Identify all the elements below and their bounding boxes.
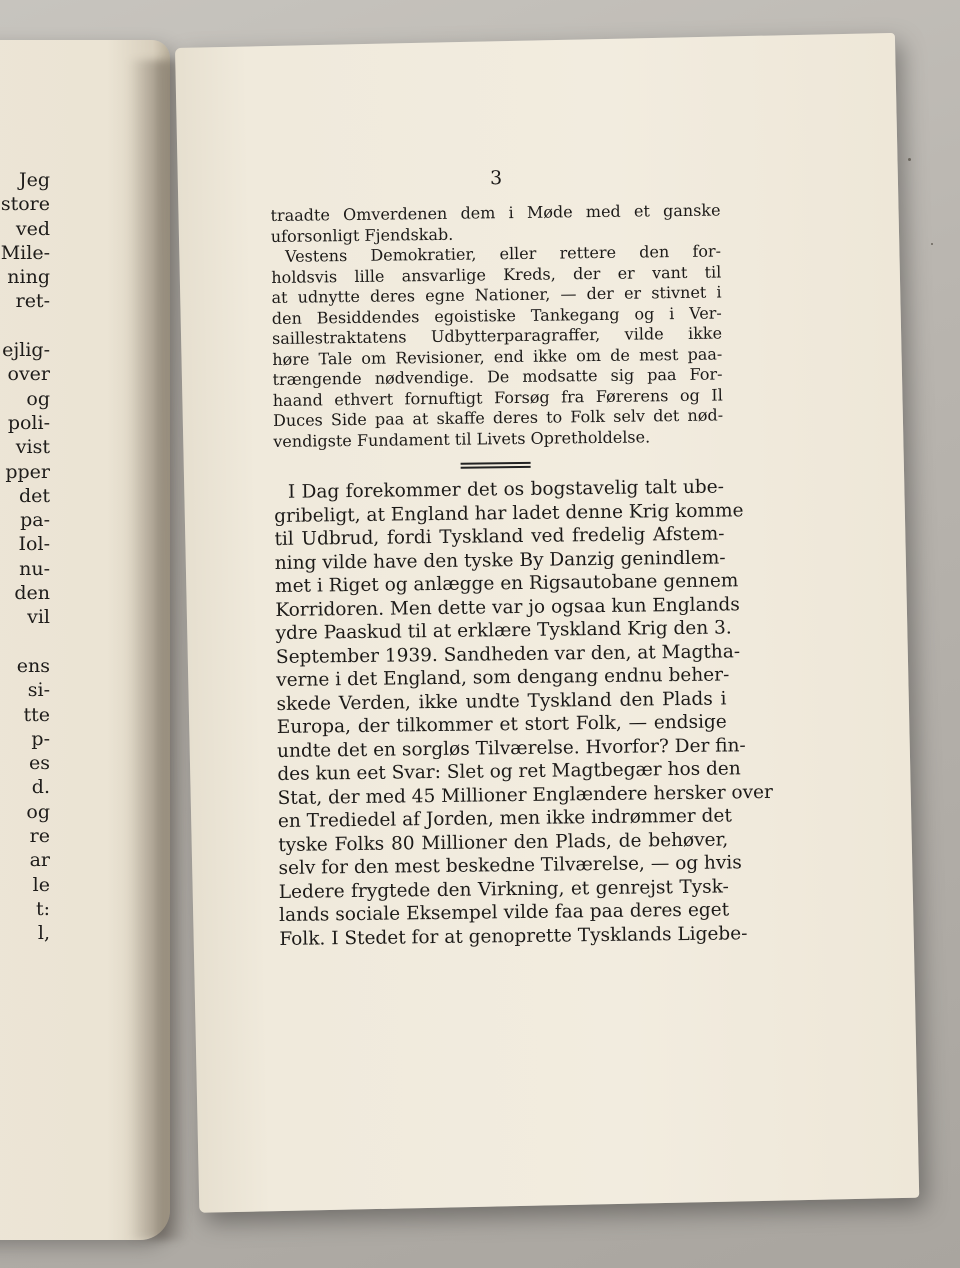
paragraph-2-line: Korridoren. Men dette var jo ogsaa kun Englands — [275, 593, 740, 621]
left-page-fragment: og — [26, 800, 50, 823]
left-page-fragment: l, — [37, 922, 50, 945]
left-page-fragment: ning — [7, 266, 50, 289]
paragraph-2-line: des kun eet Svar: Slet og ret Magtbegær hos den — [277, 758, 741, 785]
left-page-text-fragments — [0, 168, 50, 946]
paragraph-1-line: vendigste Fundament til Livets Opretholdelse. — [273, 426, 651, 451]
paragraph-2-line: verne i det England, som dengang endnu beher- — [276, 664, 730, 691]
left-page-fragment: den — [14, 582, 50, 605]
paragraph-1-line: trængende nødvendige. De modsatte sig paa For- — [272, 364, 723, 389]
paragraph-2-line: Stat, der med 45 Millioner Englændere hersker over — [277, 781, 773, 809]
paragraph-2-line: en Trediedel af Jorden, men ikke indrømmer det — [277, 805, 732, 832]
paragraph-1-line: Vestens Demokratier, eller rettere den for- — [284, 241, 722, 266]
section-divider — [461, 462, 531, 469]
paragraph-1-line: uforsonligt Fjendskab. — [270, 224, 454, 246]
left-page-fragment: tte — [23, 703, 50, 726]
left-page-fragment: ret- — [15, 290, 50, 313]
paragraph-2-line: Folk. I Stedet for at genoprette Tysklands Ligebe- — [279, 922, 748, 950]
paragraph-2-line: ning vilde have den tyske By Danzig genindlem- — [274, 546, 726, 574]
paragraph-2-line: September 1939. Sandheden var den, at Magtha- — [275, 640, 741, 668]
left-page-fragment: es — [29, 752, 50, 775]
left-page-fragment: ejlig- — [2, 339, 50, 362]
left-page-fragment: si- — [27, 679, 50, 702]
paragraph-2-line: skede Verden, ikke undte Tyskland den Plads i — [276, 687, 727, 715]
left-page-fragment: p- — [31, 727, 50, 750]
paragraph-1-line: Duces Side paa at skaffe deres to Folk selv det nød- — [272, 405, 724, 430]
left-page-fragment: ens — [16, 654, 50, 677]
paragraph-2-line: ydre Paaskud til at erklære Tyskland Krig den 3. — [275, 617, 732, 644]
paragraph-1-line: haand ethvert fornuftigt Forsøg fra Førerens og Il — [272, 384, 723, 410]
left-page-fragment: Mile- — [0, 241, 50, 264]
dust-speck — [931, 243, 933, 245]
left-page-fragment — [0, 314, 50, 338]
left-page-fragment: Jeg — [18, 169, 50, 191]
paragraph-2-line: tyske Folks 80 Millioner den Plads, de behøver, — [278, 828, 729, 856]
left-page-fragment: Iol- — [18, 533, 50, 556]
left-page-fragment: pa- — [20, 509, 50, 532]
paragraph-2-line: Ledere frygtede den Virkning, et genrejst Tysk- — [278, 875, 729, 903]
paragraph-2 — [274, 475, 773, 950]
left-page-fragment: ved — [15, 217, 50, 240]
paragraph-2-line: Europa, der tilkommer et stort Folk, — endsige — [276, 711, 727, 738]
paragraph-1-line: høre Tale om Revisioner, end ikke om de mest paa- — [272, 343, 723, 369]
paragraph-2-line: lands sociale Eksempel vilde faa paa deres eget — [278, 899, 730, 926]
paragraph-1 — [270, 200, 723, 451]
left-page-fragment: t: — [35, 897, 50, 920]
left-page-fragment: store — [0, 193, 50, 216]
dust-speck — [908, 158, 911, 161]
left-page-fragment — [0, 630, 50, 654]
paragraph-2-line: I Dag forekommer det os bogstavelig talt ube- — [287, 476, 725, 503]
paragraph-2-line: gribeligt, at England har ladet denne Krig komme — [274, 499, 744, 527]
left-page-fragment: det — [18, 484, 50, 507]
left-page-fragment: ar — [29, 849, 50, 872]
paragraph-2-line: undte det en sorgløs Tilværelse. Hvorfor? Der fin- — [276, 734, 746, 762]
paragraph-1-line: at udnytte deres egne Nationer, — der er stivnet i — [271, 282, 722, 307]
left-page-fragment: vist — [15, 436, 50, 459]
left-page-fragment: le — [32, 873, 50, 896]
paragraph-1-line: holdsvis lille ansvarlige Kreds, der er vant til — [271, 261, 722, 287]
left-page-fragment: nu- — [19, 557, 50, 580]
left-page-fragment: re — [29, 825, 50, 848]
paragraph-2-line: til Udbrud, fordi Tyskland ved fredelig Afstem- — [274, 523, 725, 550]
paragraph-1-line: traadte Omverdenen dem i Møde med et ganske — [270, 200, 721, 225]
paragraph-2-line: met i Riget og anlægge en Rigsautobane gennem — [274, 570, 739, 597]
paragraph-1-line: den Besiddendes egoistiske Tankegang og i Ver- — [271, 302, 722, 328]
left-page-fragment: pper — [5, 460, 50, 483]
right-page-content — [270, 165, 773, 951]
left-page-fragment: over — [7, 363, 50, 386]
left-page-fragment: poli- — [7, 411, 50, 434]
page-number: 3 — [489, 167, 503, 190]
paragraph-2-line: selv for den mest beskedne Tilværelse, — og hvis — [278, 852, 742, 879]
left-page-fragment: d. — [31, 776, 50, 799]
paragraph-1-line: saillestraktatens Udbytterparagraffer, vilde ikke — [271, 323, 723, 348]
left-page-fragment: vil — [27, 606, 50, 629]
left-page-fragment: og — [26, 387, 50, 410]
